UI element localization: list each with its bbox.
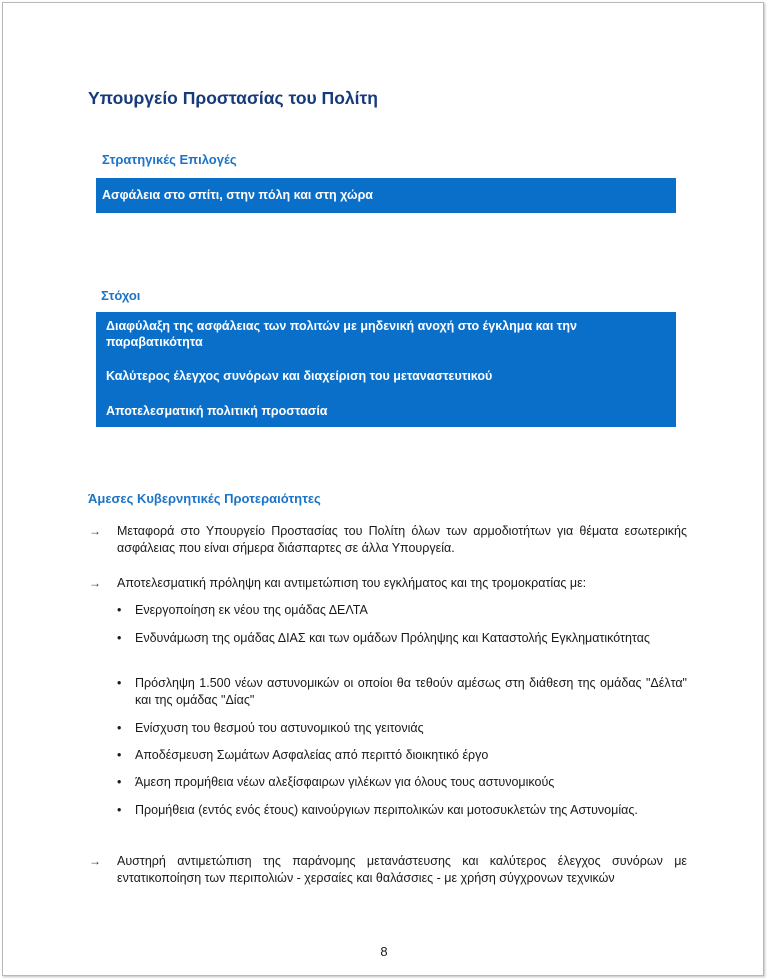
sub-item: • Αποδέσμευση Σωμάτων Ασφαλείας από περιττό διοικητικό έργο — [117, 748, 489, 762]
sub-item: • Προμήθεια (εντός ενός έτους) καινούργιων περιπολικών και μοτοσυκλετών της Αστυνομίας. — [117, 803, 638, 817]
priority-item: → Αποτελεσματική πρόληψη και αντιμετώπιση του εγκλήματος και της τρομοκρατίας με: — [89, 576, 587, 590]
arrow-icon: → — [89, 524, 101, 538]
goal-item: Καλύτερος έλεγχος συνόρων και διαχείριση του μεταναστευτικού — [106, 369, 493, 383]
bullet-icon: • — [117, 803, 122, 817]
priority-item: → Μεταφορά στο Υπουργείο Προστασίας του Πολίτη όλων των αρμοδιοτήτων για θέματα εσωτερικής ασφάλειας που είναι σήμερα διάσπαρτες σε άλλα Υπουργεία. — [89, 524, 687, 555]
bullet-icon: • — [117, 603, 122, 617]
bullet-icon: • — [117, 631, 122, 645]
goals-heading: Στόχοι — [101, 288, 141, 303]
page-frame — [2, 2, 764, 976]
page-number: 8 — [380, 944, 388, 959]
goals-box — [96, 312, 676, 427]
strategic-heading: Στρατηγικές Επιλογές — [102, 152, 237, 167]
sub-item: • Ενίσχυση του θεσμού του αστυνομικού της γειτονιάς — [117, 721, 424, 735]
priority-item: → Αυστηρή αντιμετώπιση της παράνομης μετανάστευσης και καλύτερος έλεγχος συνόρων με εντατικοποίηση των περιπολιών - χερσαίες και θαλάσσιες - με χρήση σύγχρονων τεχνικών — [89, 854, 687, 885]
arrow-icon: → — [89, 576, 101, 590]
arrow-icon: → — [89, 854, 101, 868]
goal-item: Διαφύλαξη της ασφάλειας των πολιτών με μηδενική ανοχή στο έγκλημα και την παραβατικότητα — [106, 319, 577, 349]
strategic-box — [96, 178, 676, 213]
goal-item: Αποτελεσματική πολιτική προστασία — [106, 404, 328, 418]
sub-item: • Άμεση προμήθεια νέων αλεξίσφαιρων γιλέκων για όλους τους αστυνομικούς — [117, 775, 555, 789]
bullet-icon: • — [117, 721, 122, 735]
bullet-icon: • — [117, 748, 122, 762]
sub-item: • Ενδυνάμωση της ομάδας ΔΙΑΣ και των ομάδων Πρόληψης και Καταστολής Εγκληματικότητας — [117, 631, 650, 645]
sub-item: • Ενεργοποίηση εκ νέου της ομάδας ΔΕΛΤΑ — [117, 603, 368, 617]
strategic-item: Ασφάλεια στο σπίτι, στην πόλη και στη χώρα — [102, 188, 373, 202]
bullet-icon: • — [117, 676, 122, 690]
page-title: Υπουργείο Προστασίας του Πολίτη — [88, 88, 378, 108]
bullet-icon: • — [117, 775, 122, 789]
priorities-heading: Άμεσες Κυβερνητικές Προτεραιότητες — [88, 491, 321, 506]
sub-item: • Πρόσληψη 1.500 νέων αστυνομικών οι οποίοι θα τεθούν αμέσως στη διάθεση της ομάδας "Δέλτα" και της ομάδας "Δίας" — [117, 676, 687, 707]
